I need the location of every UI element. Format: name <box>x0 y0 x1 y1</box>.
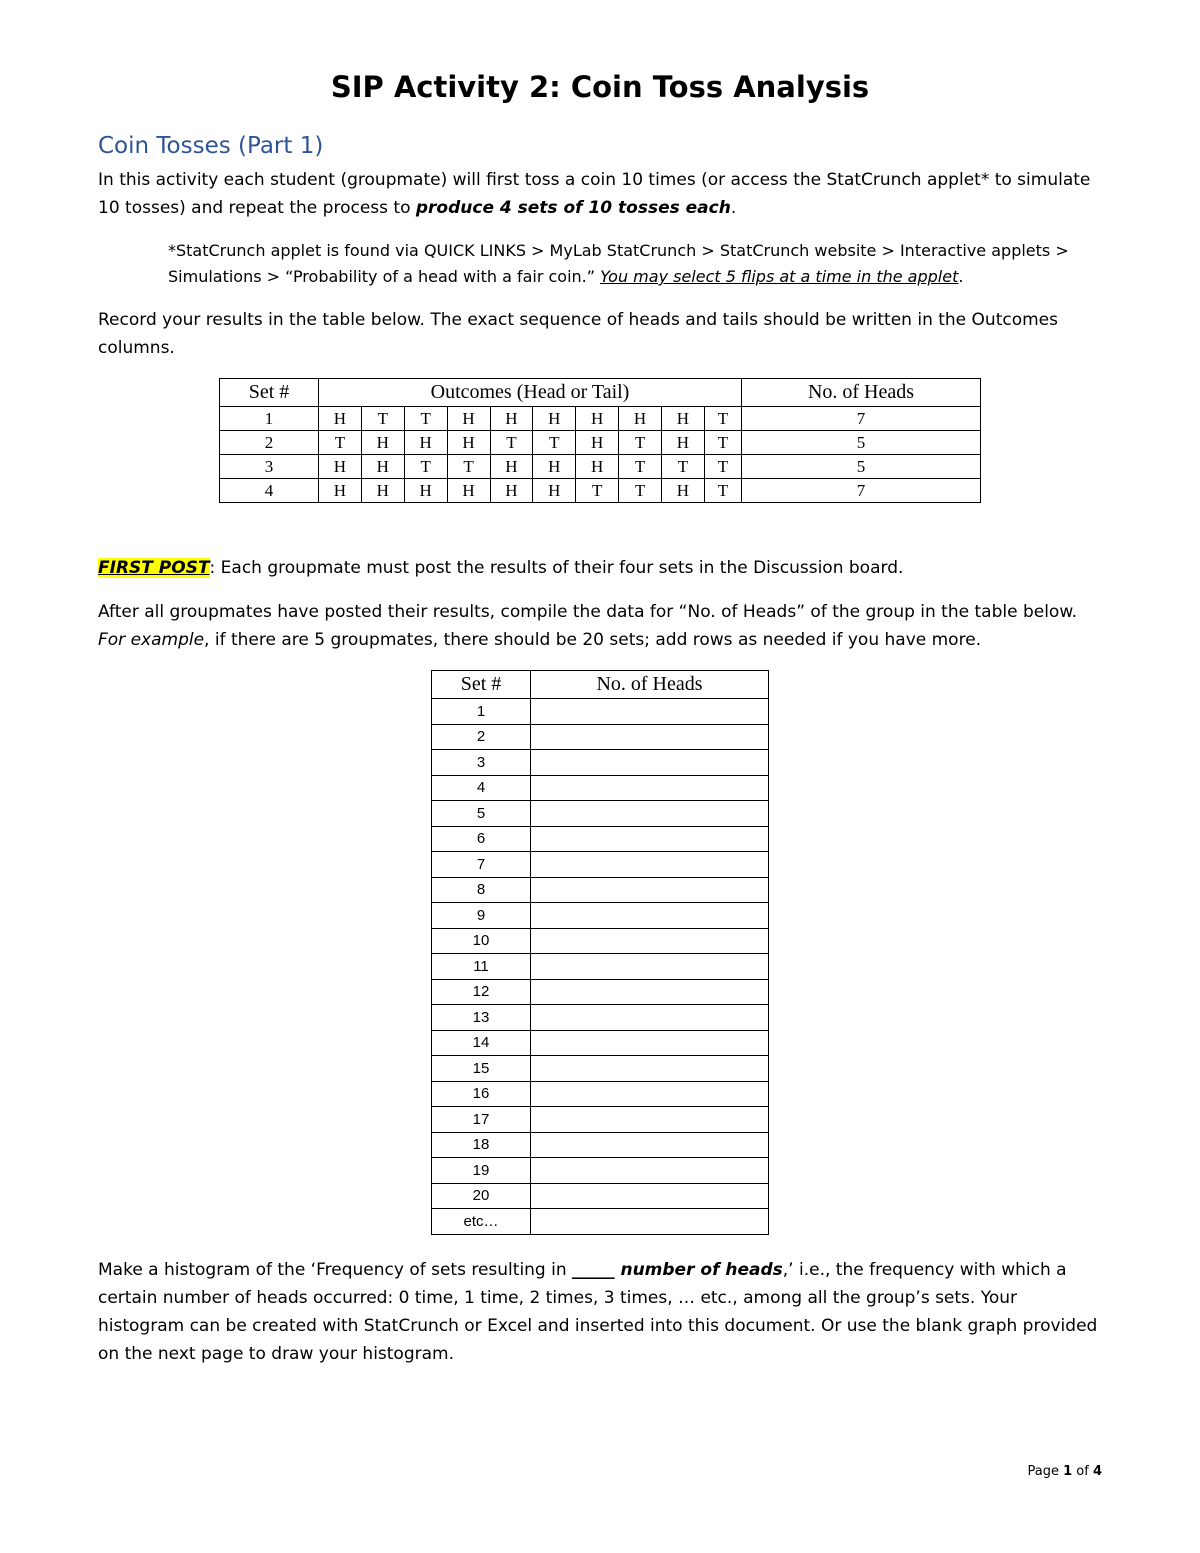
statcrunch-note <box>168 238 1088 290</box>
outcome-cell: T <box>533 431 576 455</box>
outcomes-row <box>220 479 981 503</box>
heads-entry-cell[interactable] <box>531 903 769 929</box>
heads-entry-cell[interactable] <box>531 1107 769 1133</box>
heads-entry-cell[interactable] <box>531 1081 769 1107</box>
set-number-cell: 11 <box>432 954 531 980</box>
set-number-cell: 4 <box>220 479 319 503</box>
outcome-cell: T <box>619 479 662 503</box>
outcome-cell: H <box>361 479 404 503</box>
set-number-cell: 3 <box>220 455 319 479</box>
group-row <box>432 724 769 750</box>
histogram-text-a: Make a histogram of the ‘Frequency of sets resulting in <box>98 1260 573 1280</box>
outcomes-table-header <box>220 379 981 407</box>
outcome-cell: H <box>619 407 662 431</box>
outcome-cell: H <box>447 407 490 431</box>
heads-entry-cell[interactable] <box>531 775 769 801</box>
group-row <box>432 1107 769 1133</box>
outcome-cell: H <box>319 479 362 503</box>
intro-text-b: . <box>730 198 737 218</box>
outcome-cell: H <box>533 407 576 431</box>
heads-entry-cell[interactable] <box>531 928 769 954</box>
group-heads-table <box>431 670 769 1235</box>
set-number-cell: etc… <box>432 1209 531 1235</box>
heads-count-cell: 5 <box>742 431 981 455</box>
heads-entry-cell[interactable] <box>531 724 769 750</box>
first-post-label: FIRST POST <box>98 558 210 578</box>
group-row <box>432 1081 769 1107</box>
heads-count-cell: 5 <box>742 455 981 479</box>
outcome-cell: H <box>490 407 533 431</box>
compile-italic: For example <box>98 630 205 650</box>
outcome-cell: H <box>361 455 404 479</box>
heads-entry-cell[interactable] <box>531 1132 769 1158</box>
outcome-cell: T <box>619 455 662 479</box>
set-number-cell: 13 <box>432 1005 531 1031</box>
set-number-cell: 19 <box>432 1158 531 1184</box>
outcome-cell: H <box>404 479 447 503</box>
outcome-cell: H <box>404 431 447 455</box>
heads-entry-cell[interactable] <box>531 979 769 1005</box>
section-heading: Coin Tosses (Part 1) <box>98 133 324 159</box>
outcome-cell: H <box>490 455 533 479</box>
outcome-cell: H <box>662 407 705 431</box>
group-row <box>432 1209 769 1235</box>
group-row <box>432 699 769 725</box>
outcome-cell: T <box>619 431 662 455</box>
outcome-cell: H <box>576 431 619 455</box>
header-heads: No. of Heads <box>531 671 769 699</box>
heads-entry-cell[interactable] <box>531 1183 769 1209</box>
heads-entry-cell[interactable] <box>531 954 769 980</box>
set-number-cell: 2 <box>432 724 531 750</box>
group-row <box>432 877 769 903</box>
set-number-cell: 1 <box>220 407 319 431</box>
header-heads: No. of Heads <box>742 379 981 407</box>
intro-text-a: In this activity each student (groupmate) will first toss a coin 10 times (or access the StatCrunch applet* to simulate 10 tosses) and repeat the process to <box>98 170 1091 218</box>
set-number-cell: 7 <box>432 852 531 878</box>
outcome-cell: T <box>662 455 705 479</box>
heads-entry-cell[interactable] <box>531 801 769 827</box>
set-number-cell: 18 <box>432 1132 531 1158</box>
group-row <box>432 1183 769 1209</box>
set-number-cell: 4 <box>432 775 531 801</box>
heads-entry-cell[interactable] <box>531 1005 769 1031</box>
outcome-cell: T <box>704 407 741 431</box>
page-footer <box>1028 1464 1103 1479</box>
group-row <box>432 1056 769 1082</box>
note-text-a: *StatCrunch applet is found via QUICK LINKS > MyLab StatCrunch > StatCrunch website > Interactive applets > Simulations > “Probability of a head with a fair coin.” <box>168 241 1069 286</box>
header-set: Set # <box>220 379 319 407</box>
outcome-cell: H <box>361 431 404 455</box>
footer-page-word: Page <box>1027 1464 1064 1479</box>
outcome-cell: H <box>490 479 533 503</box>
group-row <box>432 801 769 827</box>
set-number-cell: 2 <box>220 431 319 455</box>
heads-entry-cell[interactable] <box>531 699 769 725</box>
outcome-cell: H <box>319 407 362 431</box>
set-number-cell: 14 <box>432 1030 531 1056</box>
header-outcomes: Outcomes (Head or Tail) <box>319 379 742 407</box>
set-number-cell: 20 <box>432 1183 531 1209</box>
heads-entry-cell[interactable] <box>531 1056 769 1082</box>
heads-count-cell: 7 <box>742 407 981 431</box>
record-instruction: Record your results in the table below. The exact sequence of heads and tails should be written in the Outcomes columns. <box>98 310 1058 358</box>
heads-entry-cell[interactable] <box>531 877 769 903</box>
set-number-cell: 1 <box>432 699 531 725</box>
heads-entry-cell[interactable] <box>531 1209 769 1235</box>
set-number-cell: 15 <box>432 1056 531 1082</box>
histogram-text-b: ,’ i.e., the frequency with which a certain number of heads occurred: 0 time, 1 time, 2 times, 3 times, … etc., among all the group’s sets. Your histogram can be created with StatCrunch or Excel and inserted into this document. Or use the blank graph provided on the next page to draw your histogram. <box>98 1260 1098 1364</box>
outcome-cell: T <box>404 455 447 479</box>
outcome-cell: H <box>662 479 705 503</box>
group-row <box>432 1005 769 1031</box>
outcomes-row <box>220 455 981 479</box>
outcome-cell: T <box>447 455 490 479</box>
group-row <box>432 826 769 852</box>
outcome-cell: T <box>704 455 741 479</box>
intro-emphasis: produce 4 sets of 10 tosses each <box>415 198 731 218</box>
outcome-cell: T <box>704 431 741 455</box>
outcome-cell: H <box>447 431 490 455</box>
group-row <box>432 750 769 776</box>
histogram-paragraph <box>98 1256 1108 1368</box>
set-number-cell: 8 <box>432 877 531 903</box>
group-row <box>432 928 769 954</box>
note-text-b: . <box>958 267 964 286</box>
histogram-emphasis: _____ number of heads <box>572 1260 783 1280</box>
heads-entry-cell[interactable] <box>531 826 769 852</box>
set-number-cell: 16 <box>432 1081 531 1107</box>
footer-of-word: of <box>1072 1464 1093 1479</box>
header-set: Set # <box>432 671 531 699</box>
set-number-cell: 5 <box>432 801 531 827</box>
outcome-cell: H <box>447 479 490 503</box>
outcome-cell: T <box>404 407 447 431</box>
outcome-cell: T <box>319 431 362 455</box>
group-row <box>432 852 769 878</box>
group-row <box>432 979 769 1005</box>
set-number-cell: 17 <box>432 1107 531 1133</box>
set-number-cell: 12 <box>432 979 531 1005</box>
outcome-cell: T <box>490 431 533 455</box>
outcome-cell: H <box>319 455 362 479</box>
group-row <box>432 1158 769 1184</box>
set-number-cell: 10 <box>432 928 531 954</box>
heads-entry-cell[interactable] <box>531 852 769 878</box>
first-post-paragraph <box>98 554 1108 582</box>
outcome-cell: T <box>576 479 619 503</box>
group-row <box>432 954 769 980</box>
outcomes-row <box>220 431 981 455</box>
set-number-cell: 3 <box>432 750 531 776</box>
outcome-cell: T <box>704 479 741 503</box>
footer-total-pages: 4 <box>1092 1464 1102 1479</box>
group-row <box>432 775 769 801</box>
compile-text-b: , if there are 5 groupmates, there should be 20 sets; add rows as needed if you have more. <box>204 630 982 650</box>
outcome-cell: H <box>576 407 619 431</box>
group-heads-table-header <box>432 671 769 699</box>
compile-paragraph <box>98 598 1108 654</box>
heads-entry-cell[interactable] <box>531 750 769 776</box>
intro-paragraph <box>98 166 1108 222</box>
note-underlined-tip: You may select 5 flips at a time in the applet <box>600 267 959 286</box>
group-row <box>432 903 769 929</box>
heads-count-cell: 7 <box>742 479 981 503</box>
outcomes-table <box>219 378 981 503</box>
outcome-cell: T <box>361 407 404 431</box>
heads-entry-cell[interactable] <box>531 1158 769 1184</box>
set-number-cell: 9 <box>432 903 531 929</box>
heads-entry-cell[interactable] <box>531 1030 769 1056</box>
outcome-cell: H <box>662 431 705 455</box>
outcome-cell: H <box>576 455 619 479</box>
group-row <box>432 1030 769 1056</box>
document-title: SIP Activity 2: Coin Toss Analysis <box>330 70 870 104</box>
outcomes-row <box>220 407 981 431</box>
compile-text-a: After all groupmates have posted their results, compile the data for “No. of Heads” of the group in the table below. <box>98 602 1078 622</box>
set-number-cell: 6 <box>432 826 531 852</box>
outcome-cell: H <box>533 455 576 479</box>
footer-current-page: 1 <box>1063 1464 1073 1479</box>
first-post-text: : Each groupmate must post the results of their four sets in the Discussion board. <box>209 558 904 578</box>
outcome-cell: H <box>533 479 576 503</box>
group-row <box>432 1132 769 1158</box>
